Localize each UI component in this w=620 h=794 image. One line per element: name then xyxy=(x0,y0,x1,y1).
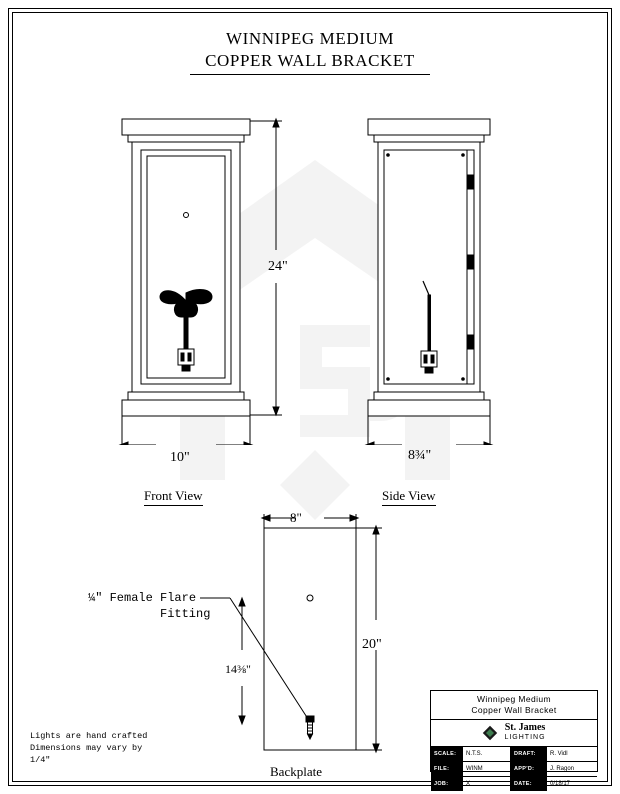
title-info-block xyxy=(430,690,598,787)
note-line-3: 1/4" xyxy=(30,755,51,765)
title-line-2: COPPER WALL BRACKET xyxy=(205,51,415,70)
field-value-job: X xyxy=(463,776,511,791)
info-product-line-2: Copper Wall Bracket xyxy=(471,705,557,715)
field-value-scale: N.T.S. xyxy=(463,746,511,761)
info-product-line-1: Winnipeg Medium xyxy=(476,694,552,704)
backplate-height-dim: 20" xyxy=(362,637,382,652)
side-view-width-dim: 8¾" xyxy=(408,448,432,463)
note-line-1: Lights are hand crafted xyxy=(30,731,148,741)
backplate-drawing xyxy=(200,500,420,760)
flare-fitting-callout-line2: Fitting xyxy=(160,607,211,621)
backplate-label: Backplate xyxy=(270,764,322,782)
title-line-1: WINNIPEG MEDIUM xyxy=(225,29,395,48)
field-key-job: JOB: xyxy=(431,776,463,791)
field-key-date: DATE: xyxy=(511,776,547,791)
title-underline xyxy=(190,74,430,75)
field-value-date: 0/18/17 xyxy=(547,776,597,791)
front-view-height-dim: 24" xyxy=(268,259,288,274)
field-key-scale: SCALE: xyxy=(431,746,463,761)
backplate-fitting-height-dim: 14⅜" xyxy=(225,662,251,676)
flare-fitting-callout-line1: ¼" Female Flare xyxy=(88,591,197,605)
front-view-drawing xyxy=(100,105,300,445)
field-key-draft: DRAFT: xyxy=(511,746,547,761)
brand-name: St. James xyxy=(504,722,546,733)
st-james-diamond-icon xyxy=(482,725,498,741)
front-view-label: Front View xyxy=(144,488,203,506)
backplate-width-dim: 8" xyxy=(290,510,302,525)
field-value-draft: R. Vidl xyxy=(547,746,597,761)
brand-subtitle: LIGHTING xyxy=(504,734,546,741)
drawing-title xyxy=(0,28,620,72)
side-view-label: Side View xyxy=(382,488,436,506)
brand-row xyxy=(431,720,597,746)
field-key-file: FILE: xyxy=(431,761,463,776)
field-key-appd: APP'D: xyxy=(511,761,547,776)
note-line-2: Dimensions may vary by xyxy=(30,743,143,753)
field-value-file: WINM xyxy=(463,761,511,776)
field-value-appd: J. Ragon xyxy=(547,761,597,776)
front-view-width-dim: 10" xyxy=(170,450,190,465)
info-fields-grid xyxy=(431,746,597,791)
side-view-drawing xyxy=(350,105,540,445)
